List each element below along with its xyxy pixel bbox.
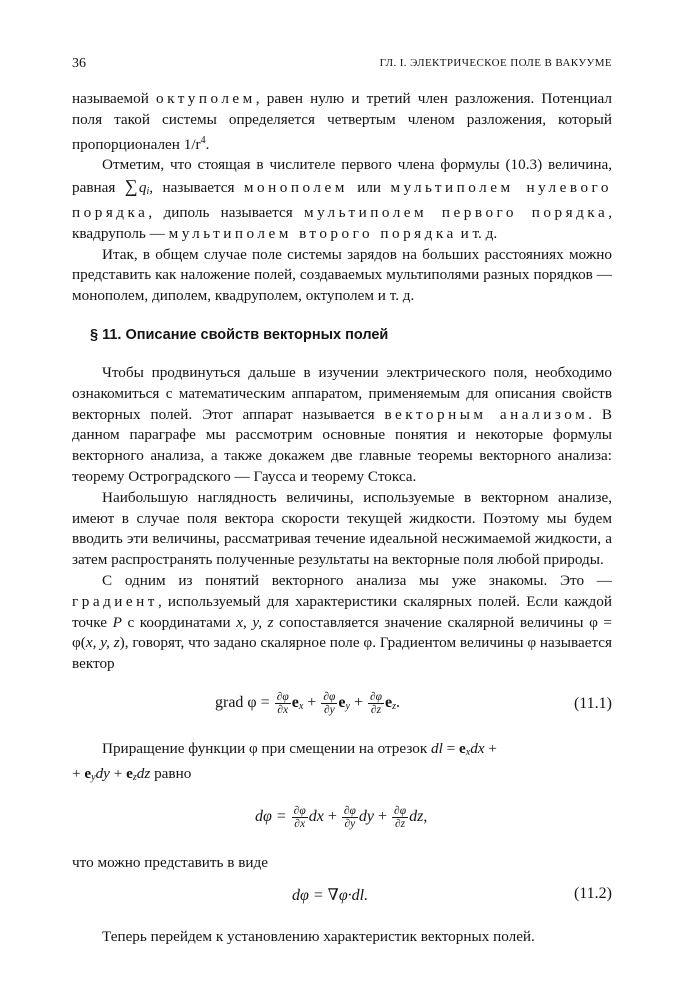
- page-number: 36: [72, 56, 86, 71]
- equation-11-2: dφ = ∇φ·dl. (11.2): [292, 885, 612, 905]
- term-multipole-1: мультиполем первого порядка: [303, 204, 609, 222]
- paragraph-multipoles: Отметим, что стоящая в числителе первого члена формулы (10.3) величина, равная ∑ $q_i$, называется монополем или мультиполем нулевого порядка, диполь называется мультиполем первого порядка, квадруполь — мультиполем второго порядка и т. д.: [72, 156, 612, 242]
- equation-dphi: dφ = $\frac{\partial\varphi}{\partial x}$ dx + $\frac{\partial\varphi}{\partial y}$ dy + $\frac{\partial\varphi}{\partial z}$ dz,: [255, 804, 428, 830]
- paragraph-octupole: называемой октуполем, равен нулю и третий член разложения. Потенциал поля такой системы определяется четвертым членом разложения, который пропорционален $1/r^4$.: [72, 90, 612, 153]
- paragraph-represent: что можно представить в виде: [72, 853, 268, 871]
- paragraph-conclusion: Теперь перейдем к установлению характеристик векторных полей.: [102, 928, 535, 946]
- page-header: [72, 56, 612, 74]
- page-body: [72, 89, 612, 948]
- paragraph-increment: Приращение функции φ при смещении на отрезок dl = $e_xdx$ + + $e_ydy + e_zdz$ равно: [72, 739, 497, 783]
- equation-number-11-1: (11.1): [573, 694, 612, 712]
- sum-symbol: ∑: [124, 176, 138, 197]
- term-multipole-0: мультиполем нулевого порядка: [72, 179, 612, 222]
- equation-number-11-2: (11.2): [573, 885, 612, 903]
- section-heading: § 11. Описание свойств векторных полей: [90, 327, 389, 344]
- paragraph-vector-analysis: Чтобы продвинуться дальше в изучении электрического поля, необходимо ознакомиться с математическим аппаратом, применяемым для описания свойств векторных полей. Этот аппарат называется векторным анализом. В данном параграфе мы рассмотрим основные понятия и некоторые формулы векторного анализа, а также докажем две главные теоремы векторного анализа: теорему Остроградского — Гаусса и теорему Стокса.: [72, 364, 613, 486]
- paragraph-gradient: С одним из понятий векторного анализа мы уже знакомы. Это — градиент, используемый для характеристики скалярных полей. Если каждой точке P с координатами x, y, z сопоставляется значение скалярной величины φ = φ(x, y, z), говорят, что задано скалярное поле φ. Градиентом величины φ называется вектор: [72, 572, 612, 673]
- equation-11-1: grad φ = $\frac{\partial\varphi}{\partial x}$ $e_x$ + $\frac{\partial\varphi}{\partial y}$ $e_y$ + $\frac{\partial\varphi}{\partial z}$ $e_z$. (11.1): [215, 690, 612, 716]
- term-monopole: монополем: [243, 179, 348, 197]
- term-multipole-2: мультиполем второго порядка: [168, 224, 457, 242]
- paragraph-superposition: Итак, в общем случае поле системы зарядов на больших расстояниях можно представить как наложение полей, создаваемых мультиполями разных порядков — монополем, диполем, квадруполем, октуполем и т. д.: [72, 245, 612, 305]
- term-vector-analysis: векторным анализом: [384, 405, 589, 423]
- paragraph-fluid: Наибольшую наглядность величины, используемые в векторном анализе, имеют в случае поля вектора скорости текущей жидкости. Поэтому мы будем вводить эти величины, рассматривая течение идеальной несжимаемой жидкости, а затем распространять полученные результаты на векторные поля любой природы.: [72, 488, 612, 569]
- running-head: ГЛ. I. ЭЛЕКТРИЧЕСКОЕ ПОЛЕ В ВАКУУМЕ: [379, 57, 612, 69]
- term-gradient: градиент: [72, 592, 158, 610]
- term-octupole: октуполем: [156, 90, 256, 107]
